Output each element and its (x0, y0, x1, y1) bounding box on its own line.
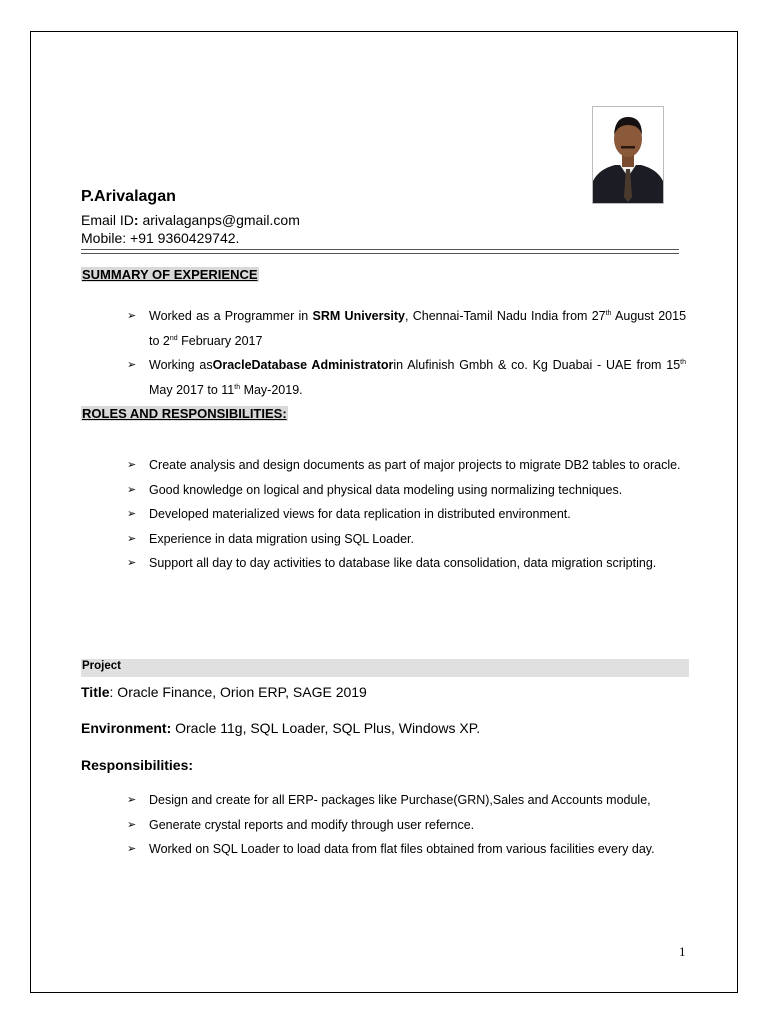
summary-heading: SUMMARY OF EXPERIENCE (82, 267, 258, 282)
mobile-line: Mobile: +91 9360429742. (81, 230, 240, 246)
arrow-bullet-icon: ➢ (127, 818, 137, 831)
header-divider-top (81, 249, 679, 250)
arrow-bullet-icon: ➢ (127, 459, 137, 471)
title-label: Title (81, 684, 110, 700)
arrow-bullet-icon: ➢ (127, 508, 137, 520)
project-label: Project (82, 660, 121, 672)
title-value: : Oracle Finance, Orion ERP, SAGE 2019 (109, 684, 367, 700)
arrow-bullet-icon: ➢ (127, 483, 137, 496)
list-item: ➢ Generate crystal reports and modify through user refernce. (127, 813, 686, 838)
arrow-bullet-icon: ➢ (127, 843, 137, 855)
email-label: Email ID (81, 212, 134, 228)
project-bar (81, 659, 689, 677)
list-item: ➢ Working asOracleDatabase Administratorin Alufinish Gmbh & co. Kg Duabai - UAE from 15th May 2017 to 11th May-2019. (127, 353, 686, 402)
job-role: OracleDatabase Administrator (212, 358, 394, 372)
roles-heading: ROLES AND RESPONSIBILITIES: (82, 406, 287, 421)
responsibilities-heading: Responsibilities: (81, 757, 194, 773)
arrow-bullet-icon: ➢ (127, 310, 137, 322)
roles-list (127, 453, 686, 576)
environment-value: Oracle 11g, SQL Loader, SQL Plus, Windows XP. (171, 720, 481, 736)
list-item: ➢ Worked as a Programmer in SRM University, Chennai-Tamil Nadu India from 27th August 2015 to 2nd February 2017 (127, 304, 686, 353)
header-divider-bottom (81, 253, 679, 254)
list-item: ➢ Worked on SQL Loader to load data from flat files obtained from various facilities every day. (127, 837, 686, 862)
candidate-name: P.Arivalagan (81, 188, 176, 205)
arrow-bullet-icon: ➢ (127, 794, 137, 806)
project-responsibilities-list (127, 788, 686, 862)
list-item: ➢ Design and create for all ERP- packages like Purchase(GRN),Sales and Accounts module, (127, 788, 686, 813)
project-title-line (81, 684, 367, 700)
list-item: ➢ Developed materialized views for data replication in distributed environment. (127, 502, 686, 527)
list-item: ➢ Experience in data migration using SQL Loader. (127, 527, 686, 552)
list-item: ➢ Support all day to day activities to database like data consolidation, data migration scripting. (127, 551, 686, 576)
arrow-bullet-icon: ➢ (127, 532, 137, 545)
profile-photo (592, 106, 664, 204)
arrow-bullet-icon: ➢ (127, 557, 137, 569)
email-value: arivalaganps@gmail.com (142, 212, 300, 228)
arrow-bullet-icon: ➢ (127, 359, 137, 371)
list-item: ➢ Create analysis and design documents as part of major projects to migrate DB2 tables to oracle. (127, 453, 686, 478)
page-number: 1 (679, 944, 686, 959)
summary-list (127, 304, 686, 402)
email-line (81, 212, 300, 228)
environment-line (81, 720, 480, 736)
email-colon: : (133, 212, 139, 228)
employer-name: SRM University (312, 309, 406, 323)
list-item: ➢ Good knowledge on logical and physical data modeling using normalizing techniques. (127, 478, 686, 503)
environment-label: Environment: (81, 720, 172, 736)
